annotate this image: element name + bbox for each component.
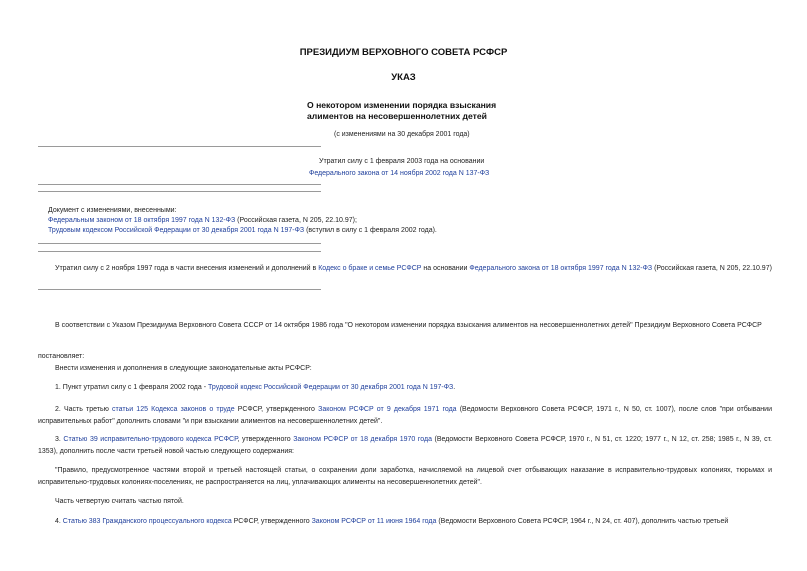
divider-6 (38, 289, 321, 290)
amendment-item-2: Трудовым кодексом Российской Федерации от 30 декабря 2001 года N 197-ФЗ (вступил в силу с 1 февраля 2002 года). (48, 227, 437, 234)
quoted-rule: "Правило, предусмотренное частями второй и третьей настоящей статьи, о сохранении доли заработка, начисляемой на лицевой счет отбывающих наказание в исправительно-трудовых колониях, тюрьмах и исправительно-трудовых колониях-поселениях, не распространяется на лиц, уплачивающих алименты на несовершеннолетних детей". (38, 467, 772, 486)
amendment-link-2[interactable]: Трудовым кодексом Российской Федерации от 30 декабря 2001 года N 197-ФЗ (48, 227, 305, 234)
divider-4 (38, 243, 321, 244)
document-type: УКАЗ (391, 72, 416, 83)
subject-line-1: О некотором изменении порядка взыскания (307, 100, 497, 110)
preamble-paragraph: В соответствии с Указом Президиума Верховного Совета СССР от 14 октября 1986 года "О некотором изменении порядка взыскания алиментов на несовершеннолетних детей" Президиум Верховного Совета РСФСР (55, 322, 762, 329)
divider-2 (38, 184, 321, 185)
article-39-link[interactable]: Статью 39 исправительно-трудового кодекса РСФСР (63, 436, 238, 443)
issuer-title: ПРЕЗИДИУМ ВЕРХОВНОГО СОВЕТА РСФСР (299, 47, 508, 58)
lost-part-paragraph: Утратил силу с 2 ноября 1997 года в части внесения изменений и дополнений в Кодекс о браке и семье РСФСР на основании Федерального закона от 18 октября 1997 года N 132-ФЗ (Российская газета, N 205, 22.10.97) (55, 265, 772, 272)
article-125-link[interactable]: статьи 125 Кодекса законов о труде (112, 406, 235, 413)
part-four-note: Часть четвертую считать частью пятой. (55, 498, 184, 505)
lost-force-link[interactable]: Федерального закона от 14 ноября 2002 года N 137-ФЗ (309, 170, 490, 177)
law-1964-link[interactable]: Законом РСФСР от 11 июня 1964 года (311, 518, 437, 525)
law-1970-link[interactable]: Законом РСФСР от 18 декабря 1970 года (293, 436, 432, 443)
amendment-note: (с изменениями на 30 декабря 2001 года) (334, 131, 470, 138)
lost-force-text: Утратил силу с 1 февраля 2003 года на основании (319, 158, 485, 165)
amendment-item-1: Федеральным законом от 18 октября 1997 года N 132-ФЗ (Российская газета, N 205, 22.10.97); (48, 217, 357, 224)
item-4: 4. Статью 383 Гражданского процессуального кодекса РСФСР, утвержденного Законом РСФСР от 11 июня 1964 года (Ведомости Верховного Совета РСФСР, 1964 г., N 24, ст. 407), дополнить частью третьей (55, 518, 729, 525)
divider-5 (38, 251, 321, 252)
item-1: 1. Пункт утратил силу с 1 февраля 2002 года - Трудовой кодекс Российской Федерации от 30 декабря 2001 года N 197-ФЗ. (55, 384, 456, 391)
item-3: 3. Статью 39 исправительно-трудового кодекса РСФСР, утвержденного Законом РСФСР от 18 декабря 1970 года (Ведомости Верховного Совета РСФСР, 1970 г., N 51, ст. 1220; 1977 г., N 12, ст. 258; 1985 г., N 39, ст. 1353), дополнить после части третьей новой частью следующего содержания: (38, 436, 772, 455)
intro-text: Внести изменения и дополнения в следующие законодательные акты РСФСР: (55, 365, 312, 372)
document-subject (307, 100, 607, 122)
subject-line-2: алиментов на несовершеннолетних детей (307, 111, 487, 121)
amendment-link-1[interactable]: Федеральным законом от 18 октября 1997 года N 132-ФЗ (48, 217, 236, 224)
law-1971-link[interactable]: Законом РСФСР от 9 декабря 1971 года (318, 406, 457, 413)
article-383-link[interactable]: Статью 383 Гражданского процессуального кодекса (62, 518, 232, 525)
divider-1 (38, 146, 321, 147)
federal-law-132-link[interactable]: Федерального закона от 18 октября 1997 года N 132-ФЗ (469, 265, 653, 272)
resolves-text: постановляет: (38, 353, 85, 360)
amendments-intro: Документ с изменениями, внесенными: (48, 207, 177, 214)
divider-3 (38, 191, 321, 192)
marriage-code-link[interactable]: Кодекс о браке и семье РСФСР (318, 265, 422, 272)
item-2: 2. Часть третью статьи 125 Кодекса законов о труде РСФСР, утвержденного Законом РСФСР от 9 декабря 1971 года (Ведомости Верховного Совета РСФСР, 1971 г., N 50, ст. 1007), после слов "при отбывании исправительных работ" дополнить словами "и при взыскании алиментов на несовершеннолетних детей". (38, 406, 772, 425)
labor-code-link[interactable]: Трудовой кодекс Российской Федерации от 30 декабря 2001 года N 197-ФЗ (208, 384, 454, 391)
